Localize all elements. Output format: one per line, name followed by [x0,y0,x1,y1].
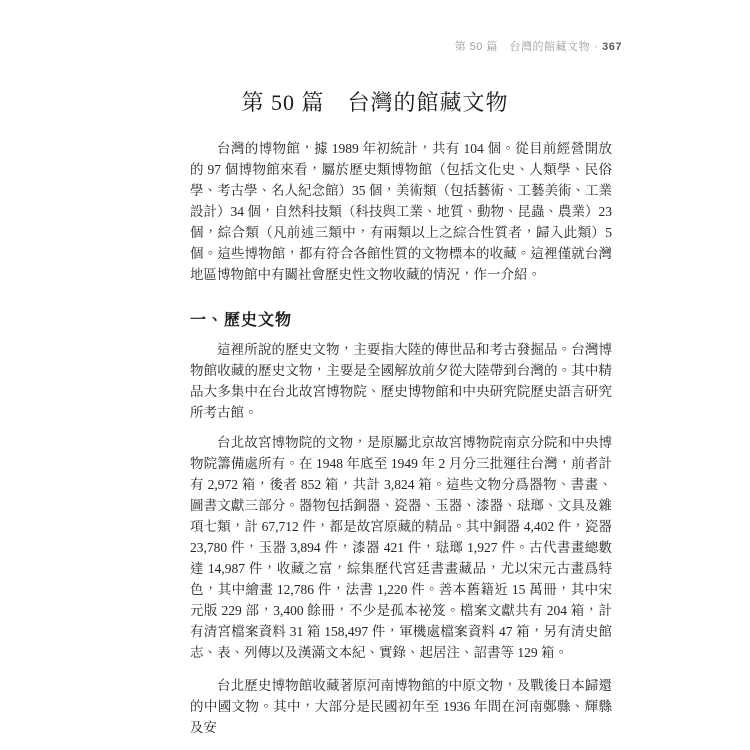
running-header-title: 第 50 篇 台灣的館藏文物 [454,41,590,53]
paragraph-history-overview: 這裡所說的歷史文物，主要指大陸的傳世品和考古發掘品。台灣博物館收藏的歷史文物，主要是全國解放前夕從大陸帶到台灣的。其中精品大多集中在台北故宮博物院、歷史博物館和中央研究院歷史語言研究所考古館。 [190,342,612,420]
body-text-column [190,138,612,738]
running-header-page-number: 367 [602,41,622,53]
running-header-separator: · [593,41,599,53]
section-heading: 一、歷史文物 [190,312,293,329]
paragraph-palace-museum: 台北故宮博物院的文物，是原屬北京故宮博物院南京分院和中央博物院籌備處所有。在 1948 年底至 1949 年 2 月分三批運往台灣，前者計有 2,972 箱，後者 852 箱，共計 3,824 箱。這些文物分爲器物、書畫、圖書文獻三部分。器物包括銅器、瓷器、玉器、漆器、琺瑯、文具及雜項七類，計 67,712 件，都是故宮原藏的精品。其中銅器 4,402 件，瓷器 23,780 件，玉器 3,894 件，漆器 421 件，琺瑯 1,927 件。古代書畫總數達 14,987 件，收藏之富，綜集歷代宮廷書畫藏品，尤以宋元古畫爲特色，其中繪畫 12,786 件，法書 1,220 件。善本舊籍近 15 萬冊，其中宋元版 229 部，3,400 餘冊，不少是孤本祕笈。檔案文獻共有 204 箱，計有清宮檔案資料 31 箱 158,497 件，軍機處檔案資料 47 箱，另有清史館志、表、列傳以及漢滿文本紀、實錄、起居注、詔書等 129 箱。 [190,435,612,660]
paragraph-intro: 台灣的博物館，據 1989 年初統計，共有 104 個。從目前經營開放的 97 個博物館來看，屬於歷史類博物館（包括文化史、人類學、民俗學、考古學、名人紀念館）35 個，美術類（包括藝術、工藝美術、工業設計）34 個，自然科技類（科技與工業、地質、動物、昆蟲、農業）23 個，綜合類（凡前述三類中，有兩類以上之綜合性質者，歸入此類）5 個。這些博物館，都有符合各館性質的文物標本的收藏。這裡僅就台灣地區博物館中有關社會歷史性文物收藏的情況，作一介紹。 [190,141,612,282]
running-header [455,38,622,54]
chapter-title: 第 50 篇 台灣的館藏文物 [241,90,509,115]
paragraph-history-museum: 台北歷史博物館收藏著原河南博物館的中原文物，及戰後日本歸還的中國文物。其中，大部分是民國初年至 1936 年間在河南鄭縣、輝縣及安 [190,678,612,735]
